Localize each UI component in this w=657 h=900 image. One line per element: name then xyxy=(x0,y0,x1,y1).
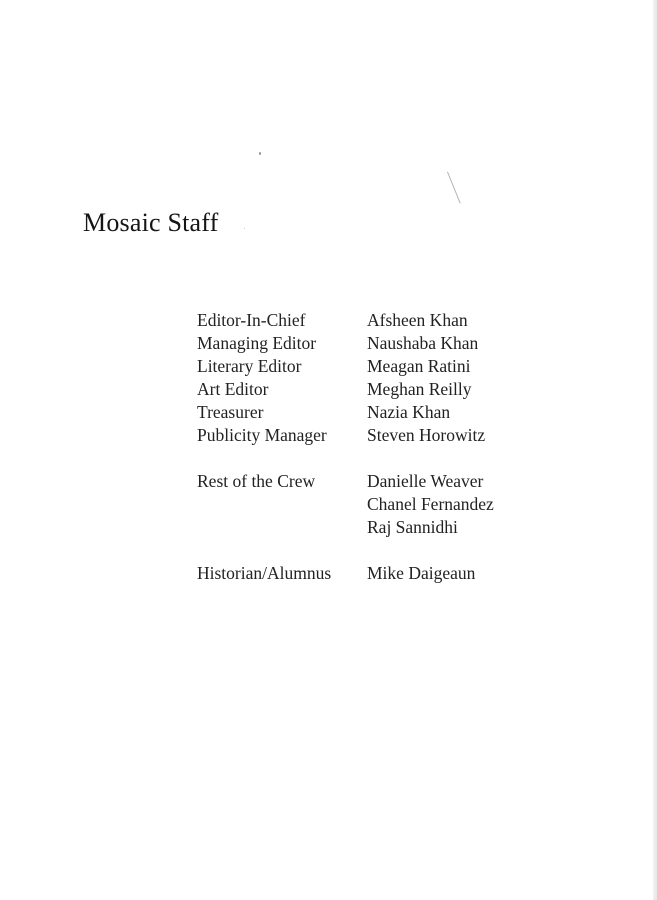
staff-role: Art Editor xyxy=(197,379,269,399)
staff-role: Rest of the Crew xyxy=(197,471,316,491)
staff-name: Chanel Fernandez xyxy=(367,494,494,514)
staff-row xyxy=(197,378,494,401)
scan-scratch-mark xyxy=(447,172,461,204)
staff-name: Afsheen Khan xyxy=(367,310,468,330)
staff-role-empty xyxy=(197,493,367,516)
staff-name: Meghan Reilly xyxy=(367,379,472,399)
staff-name: Nazia Khan xyxy=(367,402,451,422)
staff-role: Editor-In-Chief xyxy=(197,310,306,330)
crew-group xyxy=(197,470,494,539)
staff-role: Managing Editor xyxy=(197,333,317,353)
page-title: Mosaic Staff xyxy=(83,208,219,237)
staff-role: Literary Editor xyxy=(197,356,302,376)
staff-name: Mike Daigeaun xyxy=(367,563,476,583)
core-staff-group xyxy=(197,309,494,447)
staff-role: Historian/Alumnus xyxy=(197,563,332,583)
staff-role-empty xyxy=(197,516,367,539)
historian-group xyxy=(197,562,494,585)
page-edge-shadow xyxy=(653,0,657,900)
staff-row xyxy=(197,332,494,355)
staff-role: Treasurer xyxy=(197,402,264,422)
scan-speck xyxy=(259,152,261,155)
staff-row xyxy=(197,401,494,424)
staff-name: Meagan Ratini xyxy=(367,356,471,376)
staff-list xyxy=(197,309,494,608)
staff-row xyxy=(197,424,494,447)
staff-row xyxy=(197,470,494,493)
staff-name: Steven Horowitz xyxy=(367,425,486,445)
staff-row xyxy=(197,309,494,332)
scan-speck xyxy=(244,228,245,229)
staff-role: Publicity Manager xyxy=(197,425,327,445)
staff-name: Naushaba Khan xyxy=(367,333,479,353)
staff-row xyxy=(197,493,494,516)
staff-name: Raj Sannidhi xyxy=(367,517,458,537)
staff-row xyxy=(197,562,494,585)
staff-row xyxy=(197,355,494,378)
staff-name: Danielle Weaver xyxy=(367,471,484,491)
staff-row xyxy=(197,516,494,539)
